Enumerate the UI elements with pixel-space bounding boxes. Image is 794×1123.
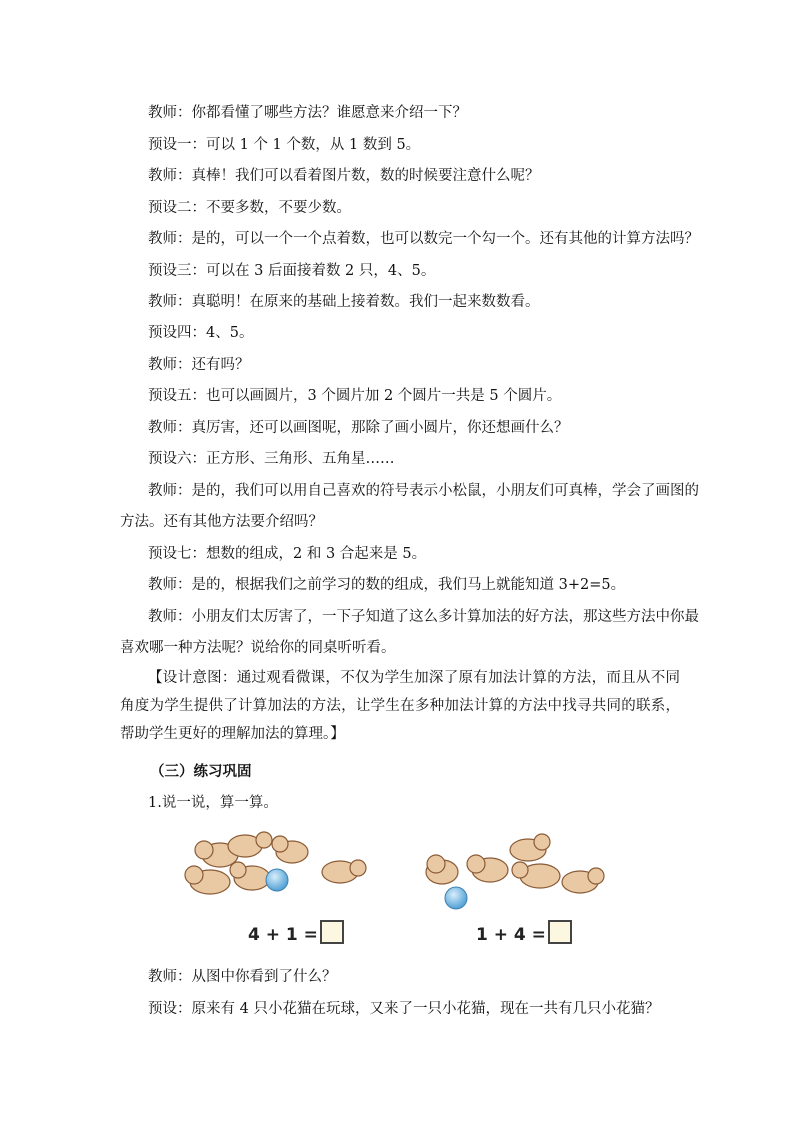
text-line: 预设四：4、5。 [148, 325, 254, 341]
equation-right [476, 920, 572, 945]
text-line: 预设三：可以在 3 后面接着数 2 只，4、5。 [148, 263, 436, 279]
text-line: 教师：真聪明！在原来的基础上接着数。我们一起来数数看。 [148, 294, 540, 310]
equation-right-text: 1 + 4 = [476, 925, 546, 945]
answer-box[interactable] [320, 920, 344, 944]
text-line: 教师：真棒！我们可以看着图片数，数的时候要注意什么呢？ [148, 168, 540, 184]
text-line: 教师：小朋友们太厉害了，一下子知道了这么多计算加法的好方法，那这些方法中你最 [148, 609, 699, 625]
text-line: 教师：从图中你看到了什么？ [148, 969, 337, 985]
text-line: 预设七：想数的组成，2 和 3 合起来是 5。 [148, 546, 427, 562]
text-line: 教师：是的，根据我们之前学习的数的组成，我们马上就能知道 3+2=5。 [148, 577, 626, 593]
text-line: 预设六：正方形、三角形、五角星…… [148, 451, 395, 467]
text-line: 预设一：可以 1 个 1 个数，从 1 数到 5。 [148, 137, 421, 153]
text-line: 教师：还有吗？ [148, 357, 250, 373]
exercise-title: 1.说一说，算一算。 [148, 795, 278, 811]
text-line: 教师：是的，可以一个一个点着数，也可以数完一个勾一个。还有其他的计算方法吗？ [148, 231, 699, 247]
text-line: 喜欢哪一种方法呢？说给你的同桌听听看。 [120, 640, 396, 656]
equation-left [248, 920, 344, 945]
text-line: 预设二：不要多数，不要少数。 [148, 200, 351, 216]
text-line: 预设：原来有 4 只小花猫在玩球，又来了一只小花猫，现在一共有几只小花猫？ [148, 1001, 660, 1017]
answer-box[interactable] [548, 920, 572, 944]
text-line: 方法。还有其他方法要介绍吗？ [120, 514, 323, 530]
text-line: 教师：是的，我们可以用自己喜欢的符号表示小松鼠，小朋友们可真棒，学会了画图的 [148, 483, 699, 499]
section-heading: （三）练习巩固 [150, 763, 252, 780]
text-line: 教师：真厉害，还可以画图呢，那除了画小圆片，你还想画什么？ [148, 420, 569, 436]
kittens-illustration [180, 820, 616, 952]
design-intent-note: 【设计意图：通过观看微课，不仅为学生加深了原有加法计算的方法，而且从不同角度为学生提供了计算加法的方法，让学生在多种加法计算的方法中找寻共同的联系，帮助学生更好的理解加法的算理。】 [120, 670, 680, 742]
equation-left-text: 4 + 1 = [248, 925, 318, 945]
text-line: 预设五：也可以画圆片，3 个圆片加 2 个圆片一共是 5 个圆片。 [148, 388, 562, 404]
text-line: 教师：你都看懂了哪些方法？谁愿意来介绍一下？ [148, 105, 467, 121]
